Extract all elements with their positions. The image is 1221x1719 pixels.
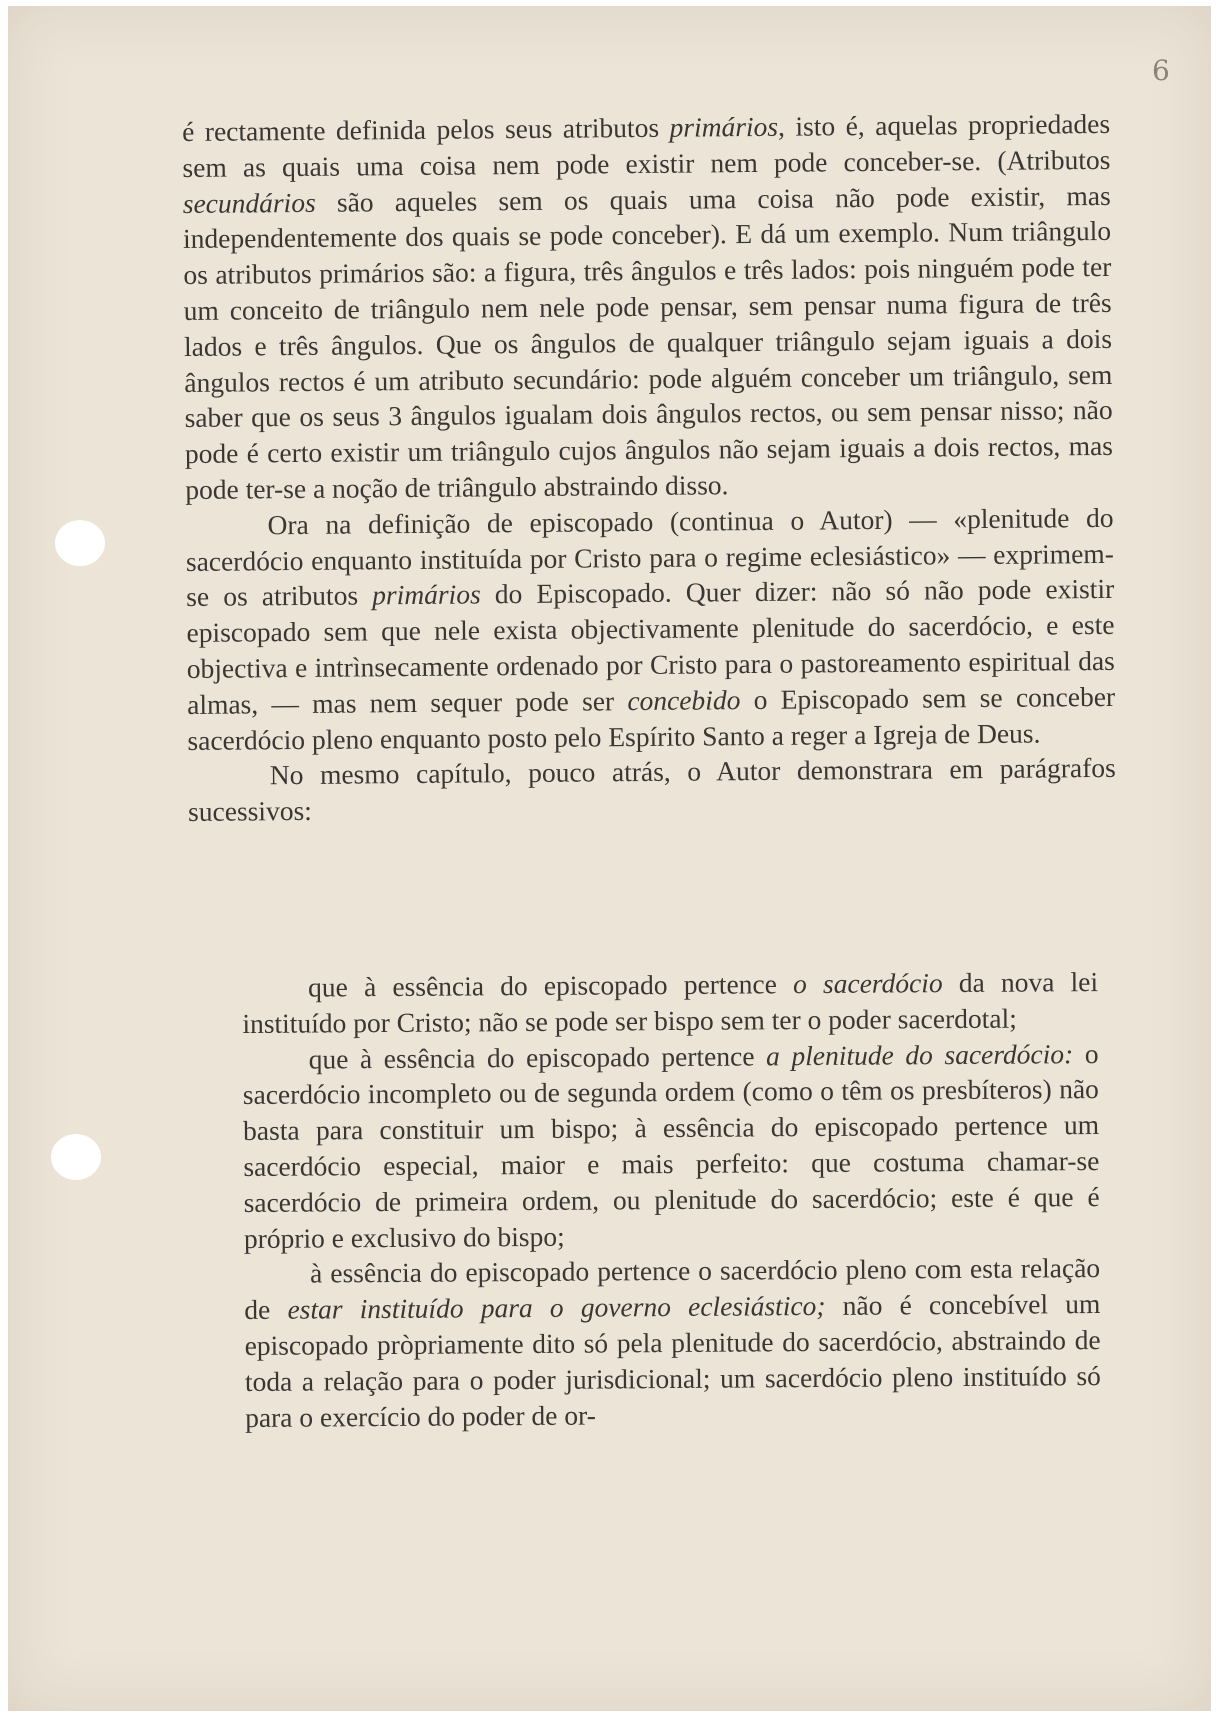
q3-text-a: à essência do episcopado pertence o sacerdócio pleno com esta relação de — [244, 1252, 1101, 1326]
p1-text-c: são aqueles sem os quais uma coisa não pode existir, mas independentemente dos quais se pode conceber). E dá um exemplo. Num triângulo os atributos primários são: a figura, três ângulos e três lados: pois ninguém pode ter um conceito de triângulo nem nele pode pensar, sem pensar numa figura de três lados e três ângulos. Que os ângulos de qualquer triângulo sejam iguais a dois ângulos rectos é um atributo secundário: pode alguém conceber um triângulo, sem saber que os seus 3 ângulos igualam dois ângulos rectos, ou sem pensar nisso; não pode é certo existir um triângulo cujos ângulos não sejam iguais a dois rectos, mas pode ter-se a noção de triângulo abstraindo disso. — [182, 179, 1114, 505]
p2-text-b: do Episcopado. Quer dizer: não só não pode existir episcopado sem que nele exista objectivamente plenitude do sacerdócio, e este objectiva e intrìnsecamente ordenado por Cristo para o pastoreamento espiritual das almas, — mas nem sequer pode ser — [186, 573, 1115, 720]
p1-text-b: , isto é, aquelas propriedades sem as quais uma coisa nem pode existir nem pode conceber-se. (Atributos — [182, 107, 1111, 183]
p2-text-c: o Episcopado sem se conceber sacerdócio pleno enquanto posto pelo Espírito Santo a reger a Igreja de Deus. — [187, 680, 1116, 756]
q1-text-a: que à essência do episcopado pertence — [308, 968, 794, 1003]
p1-emphasis-b: secundários — [182, 186, 316, 219]
q3-text-b: não é concebível um episcopado pròpriamente dito só pela plenitude do sacerdócio, abstraindo de toda a relação para o poder jurisdicional; um sacerdócio pleno instituído só para o exercício do poder de or- — [244, 1288, 1101, 1433]
p2-text-a: Ora na definição de episcopado (continua o Autor) — «plenitude do sacerdócio enquanto instituída por Cristo para o regime eclesiástico» — exprimem-se os atributos — [185, 501, 1115, 613]
paragraph-2 — [185, 500, 1115, 759]
punch-hole-top — [55, 520, 105, 566]
quote-item-2 — [242, 1036, 1099, 1257]
p2-emphasis-b: concebido — [627, 683, 741, 716]
p2-emphasis-a: primários — [372, 578, 481, 611]
q3-emphasis: estar instituído para o governo eclesiástico; — [287, 1290, 826, 1325]
quote-item-3 — [244, 1250, 1101, 1435]
q2-text-a: que à essência do episcopado pertence — [308, 1039, 767, 1075]
page-number: 6 — [1152, 54, 1170, 87]
quote-item-1 — [242, 964, 1098, 1042]
paragraph-1 — [182, 106, 1113, 508]
main-text — [182, 106, 1116, 830]
q1-text-b: da nova lei instituído por Cristo; não se pode ser bispo sem ter o poder sacerdotal; — [242, 966, 1099, 1039]
punch-hole-bottom — [51, 1134, 101, 1180]
q2-emphasis: a plenitude do sacerdócio: — [765, 1037, 1074, 1071]
document-page — [8, 6, 1211, 1711]
q1-emphasis: o sacerdócio — [792, 967, 943, 1000]
p1-text-a: é rectamente definida pelos seus atributos — [182, 111, 670, 147]
q2-text-b: o sacerdócio incompleto ou de segunda ordem (como o têm os presbíteros) não basta para constituir um bispo; à essência do episcopado pertence um sacerdócio especial, maior e mais perfeito: que costuma chamar-se sacerdócio de primeira ordem, ou plenitude do sacerdócio; este é que é próprio e exclusivo do bispo; — [242, 1037, 1100, 1254]
p1-emphasis-a: primários — [669, 110, 779, 143]
paragraph-3: No mesmo capítulo, pouco atrás, o Autor demonstrara em parágrafos sucessivos: — [187, 752, 1116, 828]
quoted-list — [242, 964, 1101, 1435]
